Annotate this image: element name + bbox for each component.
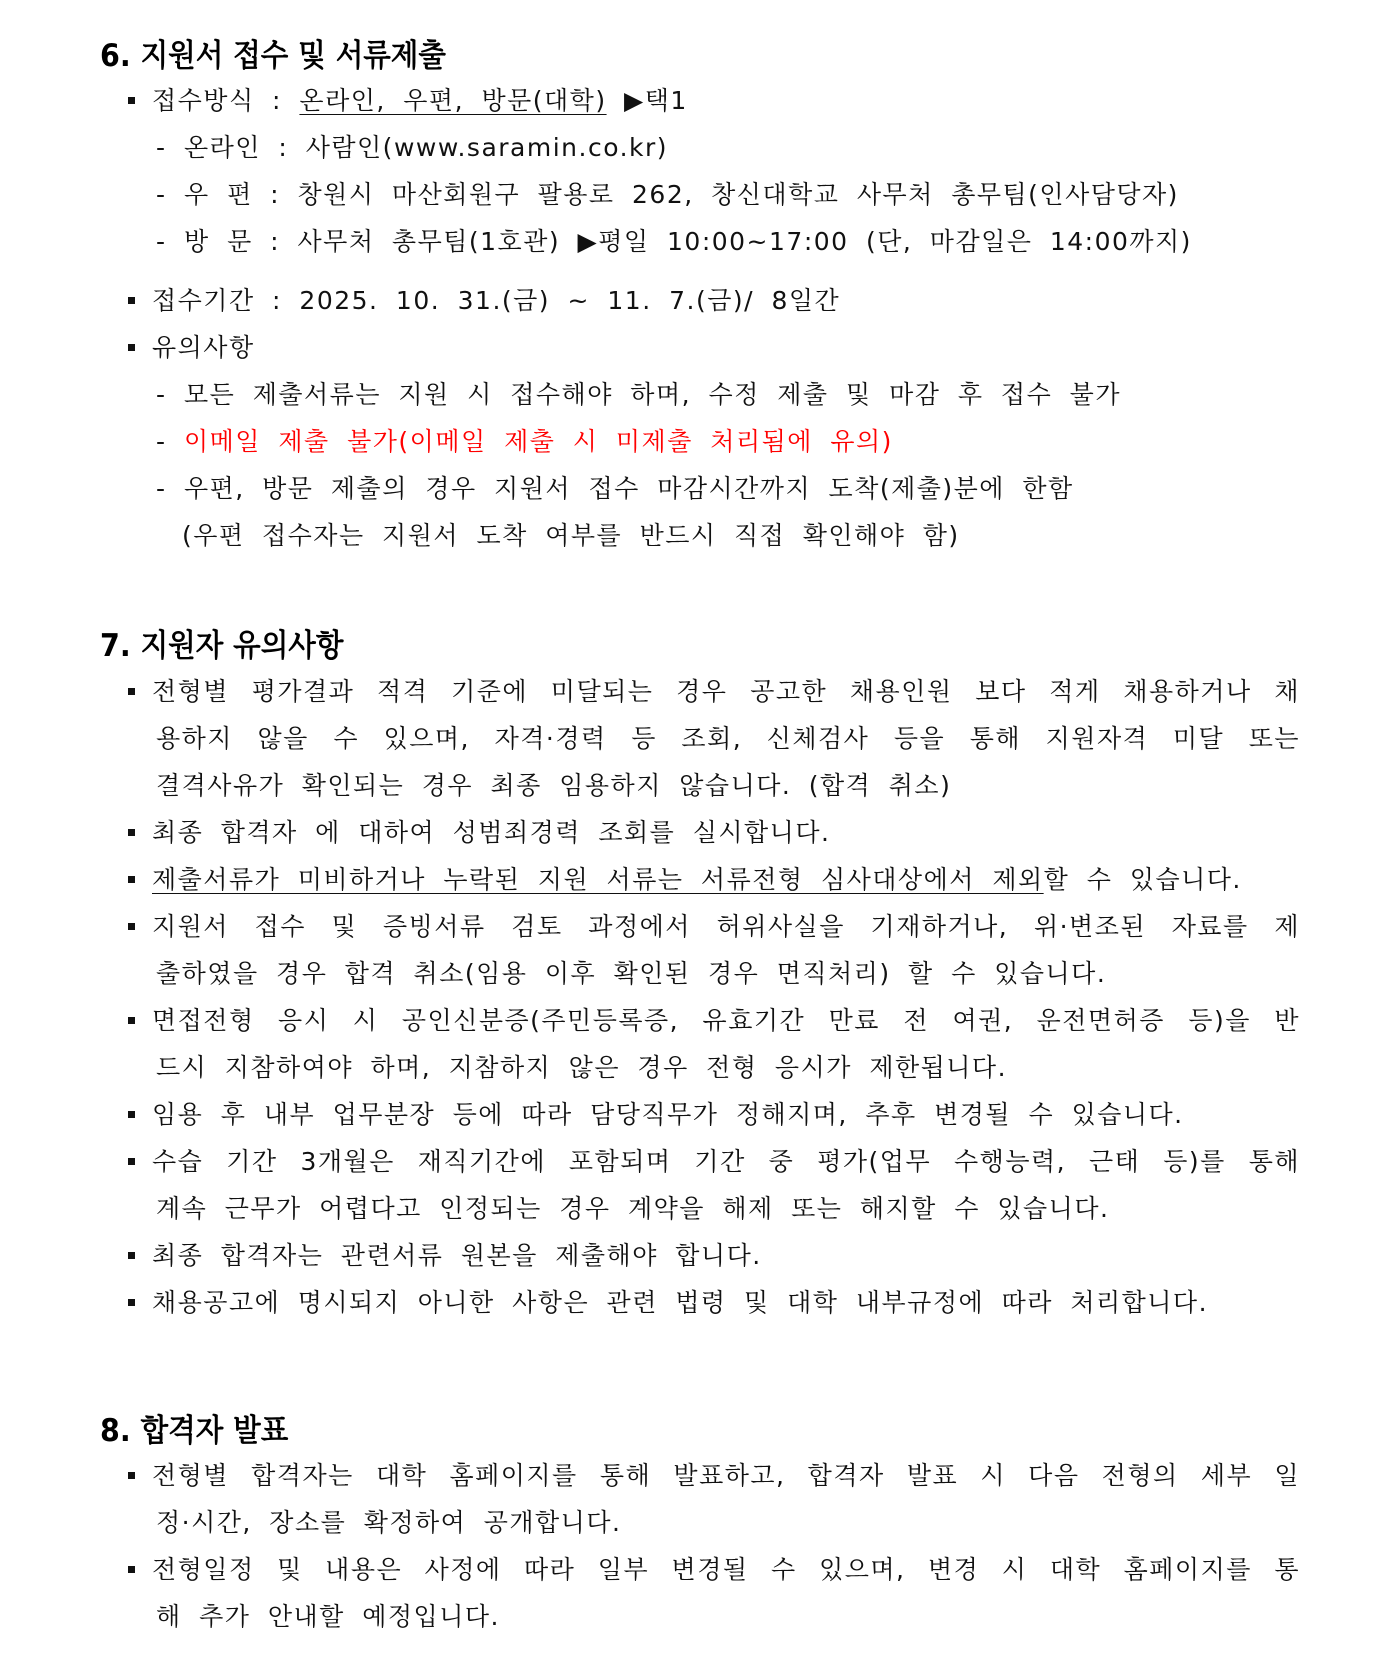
section-6-title: 6. 지원서 접수 및 서류제출 bbox=[100, 38, 446, 74]
item-7-9: 채용공고에 명시되지 아니한 사항은 관련 법령 및 대학 내부규정에 따라 처리합니다. bbox=[152, 1288, 1209, 1317]
item-7-7-line2: 계속 근무가 어렵다고 인정되는 경우 계약을 해제 또는 해지할 수 있습니다. bbox=[156, 1194, 1110, 1223]
email-warning: 이메일 제출 불가(이메일 제출 시 미제출 처리됨에 유의) bbox=[183, 427, 893, 456]
item-7-5-line1 bbox=[152, 1004, 1300, 1038]
item-7-1-line1 bbox=[152, 675, 1300, 709]
bullet-icon bbox=[128, 1299, 135, 1306]
item-7-3 bbox=[152, 863, 1242, 897]
text: 전형별 평가결과 적격 기준에 미달되는 경우 공고한 채용인원 보다 적게 채용하거나 채 bbox=[152, 677, 1300, 706]
bullet-icon bbox=[128, 97, 135, 104]
note-1: - 모든 제출서류는 지원 시 접수해야 하며, 수정 제출 및 마감 후 접수 불가 bbox=[156, 380, 1121, 409]
item-7-1-line3: 결격사유가 확인되는 경우 최종 임용하지 않습니다. (합격 취소) bbox=[156, 771, 952, 800]
text: 지원서 접수 및 증빙서류 검토 과정에서 허위사실을 기재하거나, 위·변조된 자료를 제 bbox=[152, 912, 1300, 941]
text: 용하지 않을 수 있으며, 자격·경력 등 조회, 신체검사 등을 통해 지원자격 미달 또는 bbox=[156, 724, 1300, 753]
text: 면접전형 응시 시 공인신분증(주민등록증, 유효기간 만료 전 여권, 운전면허증 등)을 반 bbox=[152, 1006, 1300, 1035]
dash: - bbox=[156, 427, 184, 456]
bullet-icon bbox=[128, 688, 135, 695]
bullet-icon bbox=[128, 1111, 135, 1118]
bullet-icon bbox=[128, 297, 135, 304]
submission-method bbox=[152, 84, 688, 118]
text: 전형별 합격자는 대학 홈페이지를 통해 발표하고, 합격자 발표 시 다음 전형의 세부 일 bbox=[152, 1461, 1300, 1490]
method-visit: - 방 문 : 사무처 총무팀(1호관) ▶평일 10:00~17:00 (단, 마감일은 14:00까지) bbox=[156, 227, 1192, 256]
item-8-1-line1 bbox=[152, 1459, 1300, 1493]
item-7-6: 임용 후 내부 업무분장 등에 따라 담당직무가 정해지며, 추후 변경될 수 있습니다. bbox=[152, 1100, 1184, 1129]
item-7-4-line2: 출하였을 경우 합격 취소(임용 이후 확인된 경우 면직처리) 할 수 있습니다. bbox=[156, 959, 1107, 988]
item-8-2-line2: 해 추가 안내할 예정입니다. bbox=[156, 1602, 500, 1631]
underlined-text: 제출서류가 미비하거나 누락된 지원 서류는 서류전형 심사대상에서 제외 bbox=[152, 865, 1044, 894]
bullet-icon bbox=[128, 923, 135, 930]
text: 전형일정 및 내용은 사정에 따라 일부 변경될 수 있으며, 변경 시 대학 홈페이지를 통 bbox=[152, 1555, 1300, 1584]
item-7-2: 최종 합격자 에 대하여 성범죄경력 조회를 실시합니다. bbox=[152, 818, 831, 847]
method-label: 접수방식 : bbox=[152, 86, 300, 115]
submission-period: 접수기간 : 2025. 10. 31.(금) ~ 11. 7.(금)/ 8일간 bbox=[152, 286, 841, 315]
note-3: - 우편, 방문 제출의 경우 지원서 접수 마감시간까지 도착(제출)분에 한함 bbox=[156, 474, 1074, 503]
bullet-icon bbox=[128, 829, 135, 836]
text: 할 수 있습니다. bbox=[1043, 865, 1242, 894]
bullet-icon bbox=[128, 1252, 135, 1259]
section-8-title: 8. 합격자 발표 bbox=[100, 1413, 289, 1449]
bullet-icon bbox=[128, 1566, 135, 1573]
item-8-1-line2: 정·시간, 장소를 확정하여 공개합니다. bbox=[156, 1508, 622, 1537]
method-suffix: ▶택1 bbox=[606, 86, 688, 115]
item-7-7-line1 bbox=[152, 1145, 1300, 1179]
item-7-1-line2 bbox=[156, 722, 1300, 756]
method-value: 온라인, 우편, 방문(대학) bbox=[299, 86, 607, 115]
item-7-8: 최종 합격자는 관련서류 원본을 제출해야 합니다. bbox=[152, 1241, 762, 1270]
item-8-2-line1 bbox=[152, 1553, 1300, 1587]
item-7-4-line1 bbox=[152, 910, 1300, 944]
bullet-icon bbox=[128, 344, 135, 351]
text: 수습 기간 3개월은 재직기간에 포함되며 기간 중 평가(업무 수행능력, 근태 등)를 통해 bbox=[152, 1147, 1300, 1176]
method-post: - 우 편 : 창원시 마산회원구 팔용로 262, 창신대학교 사무처 총무팀(인사담당자) bbox=[156, 180, 1179, 209]
note-3-continued: (우편 접수자는 지원서 도착 여부를 반드시 직접 확인해야 함) bbox=[182, 521, 960, 550]
item-7-5-line2: 드시 지참하여야 하며, 지참하지 않은 경우 전형 응시가 제한됩니다. bbox=[156, 1053, 1008, 1082]
bullet-icon bbox=[128, 876, 135, 883]
note-2 bbox=[156, 425, 893, 459]
bullet-icon bbox=[128, 1017, 135, 1024]
section-7-title: 7. 지원자 유의사항 bbox=[100, 628, 344, 664]
notes-label: 유의사항 bbox=[152, 333, 255, 362]
bullet-icon bbox=[128, 1472, 135, 1479]
method-online: - 온라인 : 사람인(www.saramin.co.kr) bbox=[156, 133, 669, 162]
bullet-icon bbox=[128, 1158, 135, 1165]
